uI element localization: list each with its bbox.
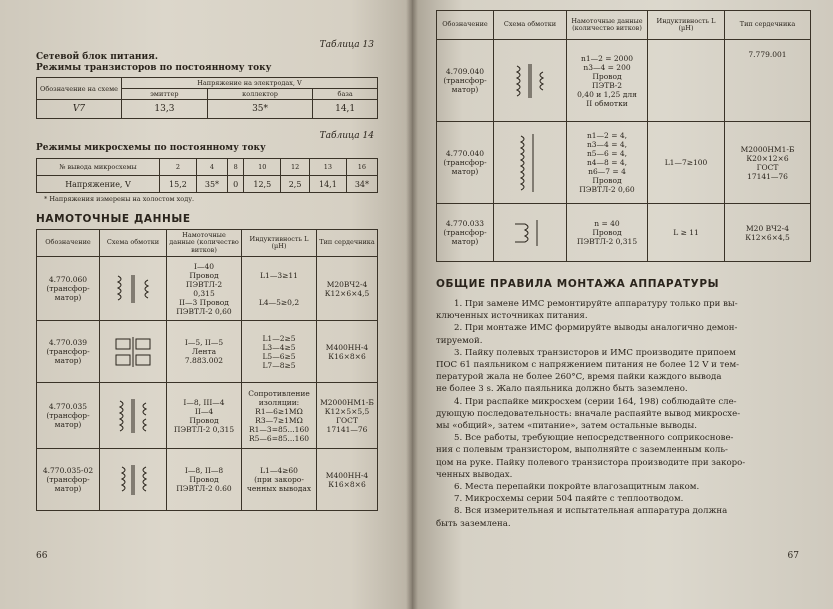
t14-header-label: № вывода микросхемы xyxy=(37,159,160,176)
rt-data-line: n1—2 = 2000 xyxy=(580,53,633,63)
wt-inductance xyxy=(242,449,317,511)
wt-data-line: ПЭВТЛ-2 xyxy=(185,279,223,289)
rt-header: Обозначение xyxy=(437,11,494,40)
winding-diagram xyxy=(494,40,567,122)
winding-section-title: НАМОТОЧНЫЕ ДАННЫЕ xyxy=(36,213,191,225)
rt-data-line: II обмотки xyxy=(586,98,628,108)
wt-core-line: К16×8×6 xyxy=(328,351,366,361)
winding-diagram xyxy=(100,449,167,511)
rt-designation-line: (трансфор- xyxy=(443,228,487,237)
wt-data xyxy=(167,321,242,383)
rt-designation-line: 4.709.040 xyxy=(445,67,485,76)
t14-value: 14,1 xyxy=(309,176,346,193)
wt-core xyxy=(317,321,378,383)
rt-core xyxy=(725,122,811,204)
right-page xyxy=(412,0,833,609)
wt-data-line: I—8, II—8 xyxy=(184,466,224,475)
wt-data-line: 7.883.002 xyxy=(184,356,224,365)
rt-data-line: Провод xyxy=(592,228,622,237)
wt-core-line: К12×6×4,5 xyxy=(324,288,370,298)
wt-data-line: II—3 Провод xyxy=(179,297,229,307)
rt-designation xyxy=(437,40,494,122)
t13-header-voltage: Напряжение на электродах, V xyxy=(122,78,378,89)
winding-diagram-icon xyxy=(110,463,156,497)
wt-designation-line: (трансфор- xyxy=(46,284,90,293)
rules-line: мы «общий», затем «питание», затем остальные выводы. xyxy=(436,421,697,432)
wt-core-line: К12×5×5,5 xyxy=(324,406,370,416)
rt-data-line: n5—6 = 4, xyxy=(586,149,628,158)
wt-inductance xyxy=(242,321,317,383)
wt-header: Намоточные данные (количество витков) xyxy=(167,230,242,257)
winding-diagram-icon xyxy=(505,218,555,248)
wt-designation-line: матор) xyxy=(54,293,82,302)
rules-line: 4. При распайке микросхем (серии 164, 198) соблюдайте сле- xyxy=(454,396,737,407)
rt-header: Схема обмотки xyxy=(494,11,567,40)
rules-line: 3. Пайку полевых транзисторов и ИМС производите припоем xyxy=(454,347,736,358)
t14-pin: 4 xyxy=(196,159,227,176)
wt-core-line: ГОСТ xyxy=(336,415,358,425)
wt-inductance xyxy=(242,383,317,449)
wt-data-line: ПЭВТЛ-2 0,60 xyxy=(176,306,232,316)
rt-core-line: 7.779.001 xyxy=(748,50,787,59)
wt-designation xyxy=(37,383,100,449)
t14-value: 2,5 xyxy=(281,176,310,193)
rules-line: 7. Микросхемы серии 504 паяйте с теплоотводом. xyxy=(454,494,684,505)
rt-designation xyxy=(437,204,494,262)
rt-inductance xyxy=(648,122,725,204)
wt-header: Обозначение xyxy=(37,230,100,257)
rt-core-line: К12×6×4,5 xyxy=(745,232,790,242)
wt-designation-line: матор) xyxy=(54,356,82,365)
winding-diagram-icon xyxy=(110,335,156,369)
t14-pin: 10 xyxy=(244,159,281,176)
wt-inductance-line: L5—6≥5 xyxy=(262,351,296,361)
wt-designation-line: матор) xyxy=(54,484,82,493)
table13 xyxy=(36,77,378,119)
winding-table-left xyxy=(36,229,378,511)
table13-label: Таблица 13 xyxy=(319,40,374,50)
rules-line: ния с полевым транзистором, выполняйте с заземленным коль- xyxy=(436,445,728,456)
rt-core-line: 17141—76 xyxy=(747,171,788,181)
rt-inductance xyxy=(648,40,725,122)
winding-diagram-icon xyxy=(110,272,156,306)
rt-data-line: Провод xyxy=(592,176,622,185)
rt-data-line: 0,40 и 1,25 для xyxy=(577,89,637,99)
rt-designation-line: матор) xyxy=(451,237,479,246)
wt-data-line: Провод xyxy=(189,415,219,425)
wt-data-line: II—4 xyxy=(194,406,214,416)
rt-header: Тип сердечника xyxy=(725,11,811,40)
winding-diagram-icon xyxy=(505,132,555,194)
rules-line: 6. Места перепайки покройте влагозащитным лаком. xyxy=(454,482,700,493)
rt-header: Намоточные данные (количество витков) xyxy=(567,11,648,40)
rules-line: пературой жала не более 260°C, время пайки каждого вывода xyxy=(436,372,722,383)
wt-data-line: Лента xyxy=(191,347,217,356)
winding-diagram xyxy=(100,321,167,383)
wt-inductance-line: R3—7≥1MΩ xyxy=(255,415,303,425)
wt-inductance-line: R1—3=85...160 xyxy=(249,424,309,434)
wt-core xyxy=(317,257,378,321)
rules-section-title: ОБЩИЕ ПРАВИЛА МОНТАЖА АППАРАТУРЫ xyxy=(436,278,720,290)
wt-data-line: I—40 xyxy=(193,261,214,271)
book-gutter xyxy=(406,0,418,609)
rt-data-line: n1—2 = 4, xyxy=(586,131,628,140)
wt-designation-line: матор) xyxy=(54,420,82,429)
wt-inductance-line: L1—3≥11 xyxy=(260,270,298,280)
wt-data xyxy=(167,257,242,321)
t13-cell: 35* xyxy=(207,100,312,119)
wt-inductance-line: R5—6=85...160 xyxy=(249,433,309,443)
rt-data xyxy=(567,204,648,262)
rt-designation-line: (трансфор- xyxy=(443,76,487,85)
wt-inductance-line: R1—6≥1MΩ xyxy=(255,406,303,416)
table14 xyxy=(36,158,378,193)
table14-caption: Режимы микросхемы по постоянному току xyxy=(36,143,266,153)
wt-designation-line: (трансфор- xyxy=(46,475,90,484)
rt-core-line: К20×12×6 xyxy=(746,153,789,163)
table13-caption-1: Сетевой блок питания. xyxy=(36,52,158,62)
t14-value: 34* xyxy=(346,176,377,193)
rt-header: Индуктивность L (µН) xyxy=(648,11,725,40)
wt-core xyxy=(317,383,378,449)
wt-designation xyxy=(37,449,100,511)
wt-inductance-line: изоляции: xyxy=(258,397,300,407)
wt-core-line: М2000НМ1-Б xyxy=(320,397,374,407)
rt-data-line: n = 40 xyxy=(594,219,620,228)
t14-value: 0 xyxy=(227,176,243,193)
wt-inductance-line: Сопротивление xyxy=(248,388,310,398)
rules-line: ключенных источниках питания. xyxy=(436,311,588,322)
wt-data xyxy=(167,449,242,511)
rules-line: ченных выводах. xyxy=(436,469,513,480)
wt-data-line: 0,315 xyxy=(193,288,215,298)
winding-diagram xyxy=(494,122,567,204)
rt-data-line: n4—8 = 4, xyxy=(586,158,628,167)
t14-note: * Напряжения измерены на холостом ходу. xyxy=(44,195,195,203)
wt-data-line: ПЭВТЛ-2 0.60 xyxy=(176,484,232,493)
rt-inductance-line: L1—7≥100 xyxy=(664,158,708,167)
t14-pin: 16 xyxy=(346,159,377,176)
wt-core-line: М400НН-4 xyxy=(325,342,369,352)
spacer xyxy=(244,280,314,298)
wt-inductance xyxy=(242,257,317,321)
rt-data-line: ПЭТВ-2 xyxy=(591,80,623,90)
rt-core-line: ГОСТ xyxy=(756,162,779,172)
rt-core-line: М2000НМ1-Б xyxy=(740,144,795,154)
winding-diagram-icon xyxy=(505,62,555,100)
rules-line: ПОС 61 паяльником с напряжением питания не более 12 V и тем- xyxy=(436,360,740,371)
t14-row-label: Напряжение, V xyxy=(37,176,160,193)
wt-inductance-line: L4—5≥0,2 xyxy=(258,297,300,307)
rt-data-line: ПЭВТЛ-2 0,60 xyxy=(579,185,635,194)
rules-text xyxy=(436,298,811,530)
table14-label: Таблица 14 xyxy=(319,131,374,141)
t13-header-collector: коллектор xyxy=(207,89,312,100)
rt-core xyxy=(725,204,811,262)
wt-designation-line: (трансфор- xyxy=(46,411,90,420)
rt-data-line: n3—4 = 200 xyxy=(583,62,631,72)
t13-cell: 13,3 xyxy=(122,100,208,119)
t13-cell: V7 xyxy=(37,100,122,119)
rt-designation-line: 4.770.040 xyxy=(445,149,485,158)
rt-data-line: ПЭВТЛ-2 0,315 xyxy=(576,237,638,246)
wt-designation-line: 4.770.039 xyxy=(48,338,88,347)
left-page xyxy=(0,0,412,609)
winding-diagram-icon xyxy=(110,397,156,435)
t13-header-base: база xyxy=(313,89,378,100)
wt-inductance-line: (при закоро- xyxy=(254,475,304,484)
rules-line: тируемой. xyxy=(436,335,483,346)
wt-data-line: ПЭВТЛ-2 0,315 xyxy=(173,424,235,434)
rules-line: 2. При монтаже ИМС формируйте выводы аналогично демон- xyxy=(454,323,738,334)
wt-header: Схема обмотки xyxy=(100,230,167,257)
wt-core-line: М20ВЧ2-4 xyxy=(326,279,368,289)
rt-designation-line: матор) xyxy=(451,85,479,94)
wt-designation-line: 4.770.060 xyxy=(48,275,88,284)
wt-designation xyxy=(37,257,100,321)
wt-core-line: М400НН-4 xyxy=(325,470,369,480)
t14-pin: 2 xyxy=(160,159,197,176)
rules-line: дующую последовательность: вначале распаяйте вывод микросхе- xyxy=(436,408,741,419)
table13-caption-2: Режимы транзисторов по постоянному току xyxy=(36,63,272,73)
rt-designation xyxy=(437,122,494,204)
wt-data-line: I—8, III—4 xyxy=(183,397,225,407)
rules-line: 1. При замене ИМС ремонтируйте аппаратуру только при вы- xyxy=(454,299,738,309)
rt-designation-line: (трансфор- xyxy=(443,158,487,167)
rt-data xyxy=(567,40,648,122)
rt-data-line: Провод xyxy=(592,71,622,81)
rt-core-line: М20 ВЧ2-4 xyxy=(746,223,789,233)
wt-inductance-line: L1—4≥60 xyxy=(260,466,298,475)
t14-value: 35* xyxy=(196,176,227,193)
wt-designation xyxy=(37,321,100,383)
rt-data-line: n6—7 = 4 xyxy=(588,167,626,176)
winding-diagram xyxy=(100,383,167,449)
rules-line: не более 3 s. Жало паяльника должно быть заземлено. xyxy=(436,384,688,395)
wt-inductance-line: L3—4≥5 xyxy=(262,342,296,352)
rules-line: быть заземлена. xyxy=(436,518,511,529)
wt-core-line: 17141—76 xyxy=(326,424,368,434)
rt-inductance-line: L ≥ 11 xyxy=(673,228,699,237)
winding-diagram xyxy=(494,204,567,262)
rules-line: 5. Все работы, требующие непосредственного соприкоснове- xyxy=(454,433,734,444)
t13-header-emitter: эмиттер xyxy=(122,89,208,100)
rules-line: цом на руке. Пайку полевого транзистора производите при закоро- xyxy=(436,457,746,468)
t13-header-designation: Обозначение на схеме xyxy=(37,78,122,100)
wt-inductance-line: L7—8≥5 xyxy=(262,360,296,370)
rt-designation-line: 4.770.033 xyxy=(445,219,485,228)
wt-inductance-line: L1—2≥5 xyxy=(262,333,296,343)
wt-data xyxy=(167,383,242,449)
wt-data-line: Провод xyxy=(189,475,219,484)
winding-diagram xyxy=(100,257,167,321)
rt-inductance xyxy=(648,204,725,262)
wt-inductance-line: ченных выводах xyxy=(246,484,312,493)
wt-header: Тип сердечника xyxy=(317,230,378,257)
page-number-right: 67 xyxy=(787,551,799,561)
rules-line: 8. Вся измерительная и испытательная аппаратура должна xyxy=(454,506,728,517)
rt-data xyxy=(567,122,648,204)
winding-table-right xyxy=(436,10,811,262)
t13-cell: 14,1 xyxy=(313,100,378,119)
t14-pin: 8 xyxy=(227,159,243,176)
rt-data-line: n3—4 = 4, xyxy=(586,140,628,149)
wt-designation-line: 4.770.035 xyxy=(48,402,88,411)
wt-core xyxy=(317,449,378,511)
rt-designation-line: матор) xyxy=(451,167,479,176)
wt-data-line: Провод xyxy=(189,270,219,280)
t14-pin: 12 xyxy=(281,159,310,176)
wt-header: Индуктивность L (µН) xyxy=(242,230,317,257)
t14-value: 12,5 xyxy=(244,176,281,193)
wt-designation-line: (трансфор- xyxy=(46,347,90,356)
wt-core-line: К16×8×6 xyxy=(328,479,366,489)
wt-data-line: I—5, II—5 xyxy=(184,338,224,347)
t14-pin: 13 xyxy=(309,159,346,176)
rt-core xyxy=(725,40,811,122)
t14-value: 15,2 xyxy=(160,176,197,193)
wt-designation-line: 4.770.035-02 xyxy=(42,466,94,475)
page-number-left: 66 xyxy=(36,551,48,561)
